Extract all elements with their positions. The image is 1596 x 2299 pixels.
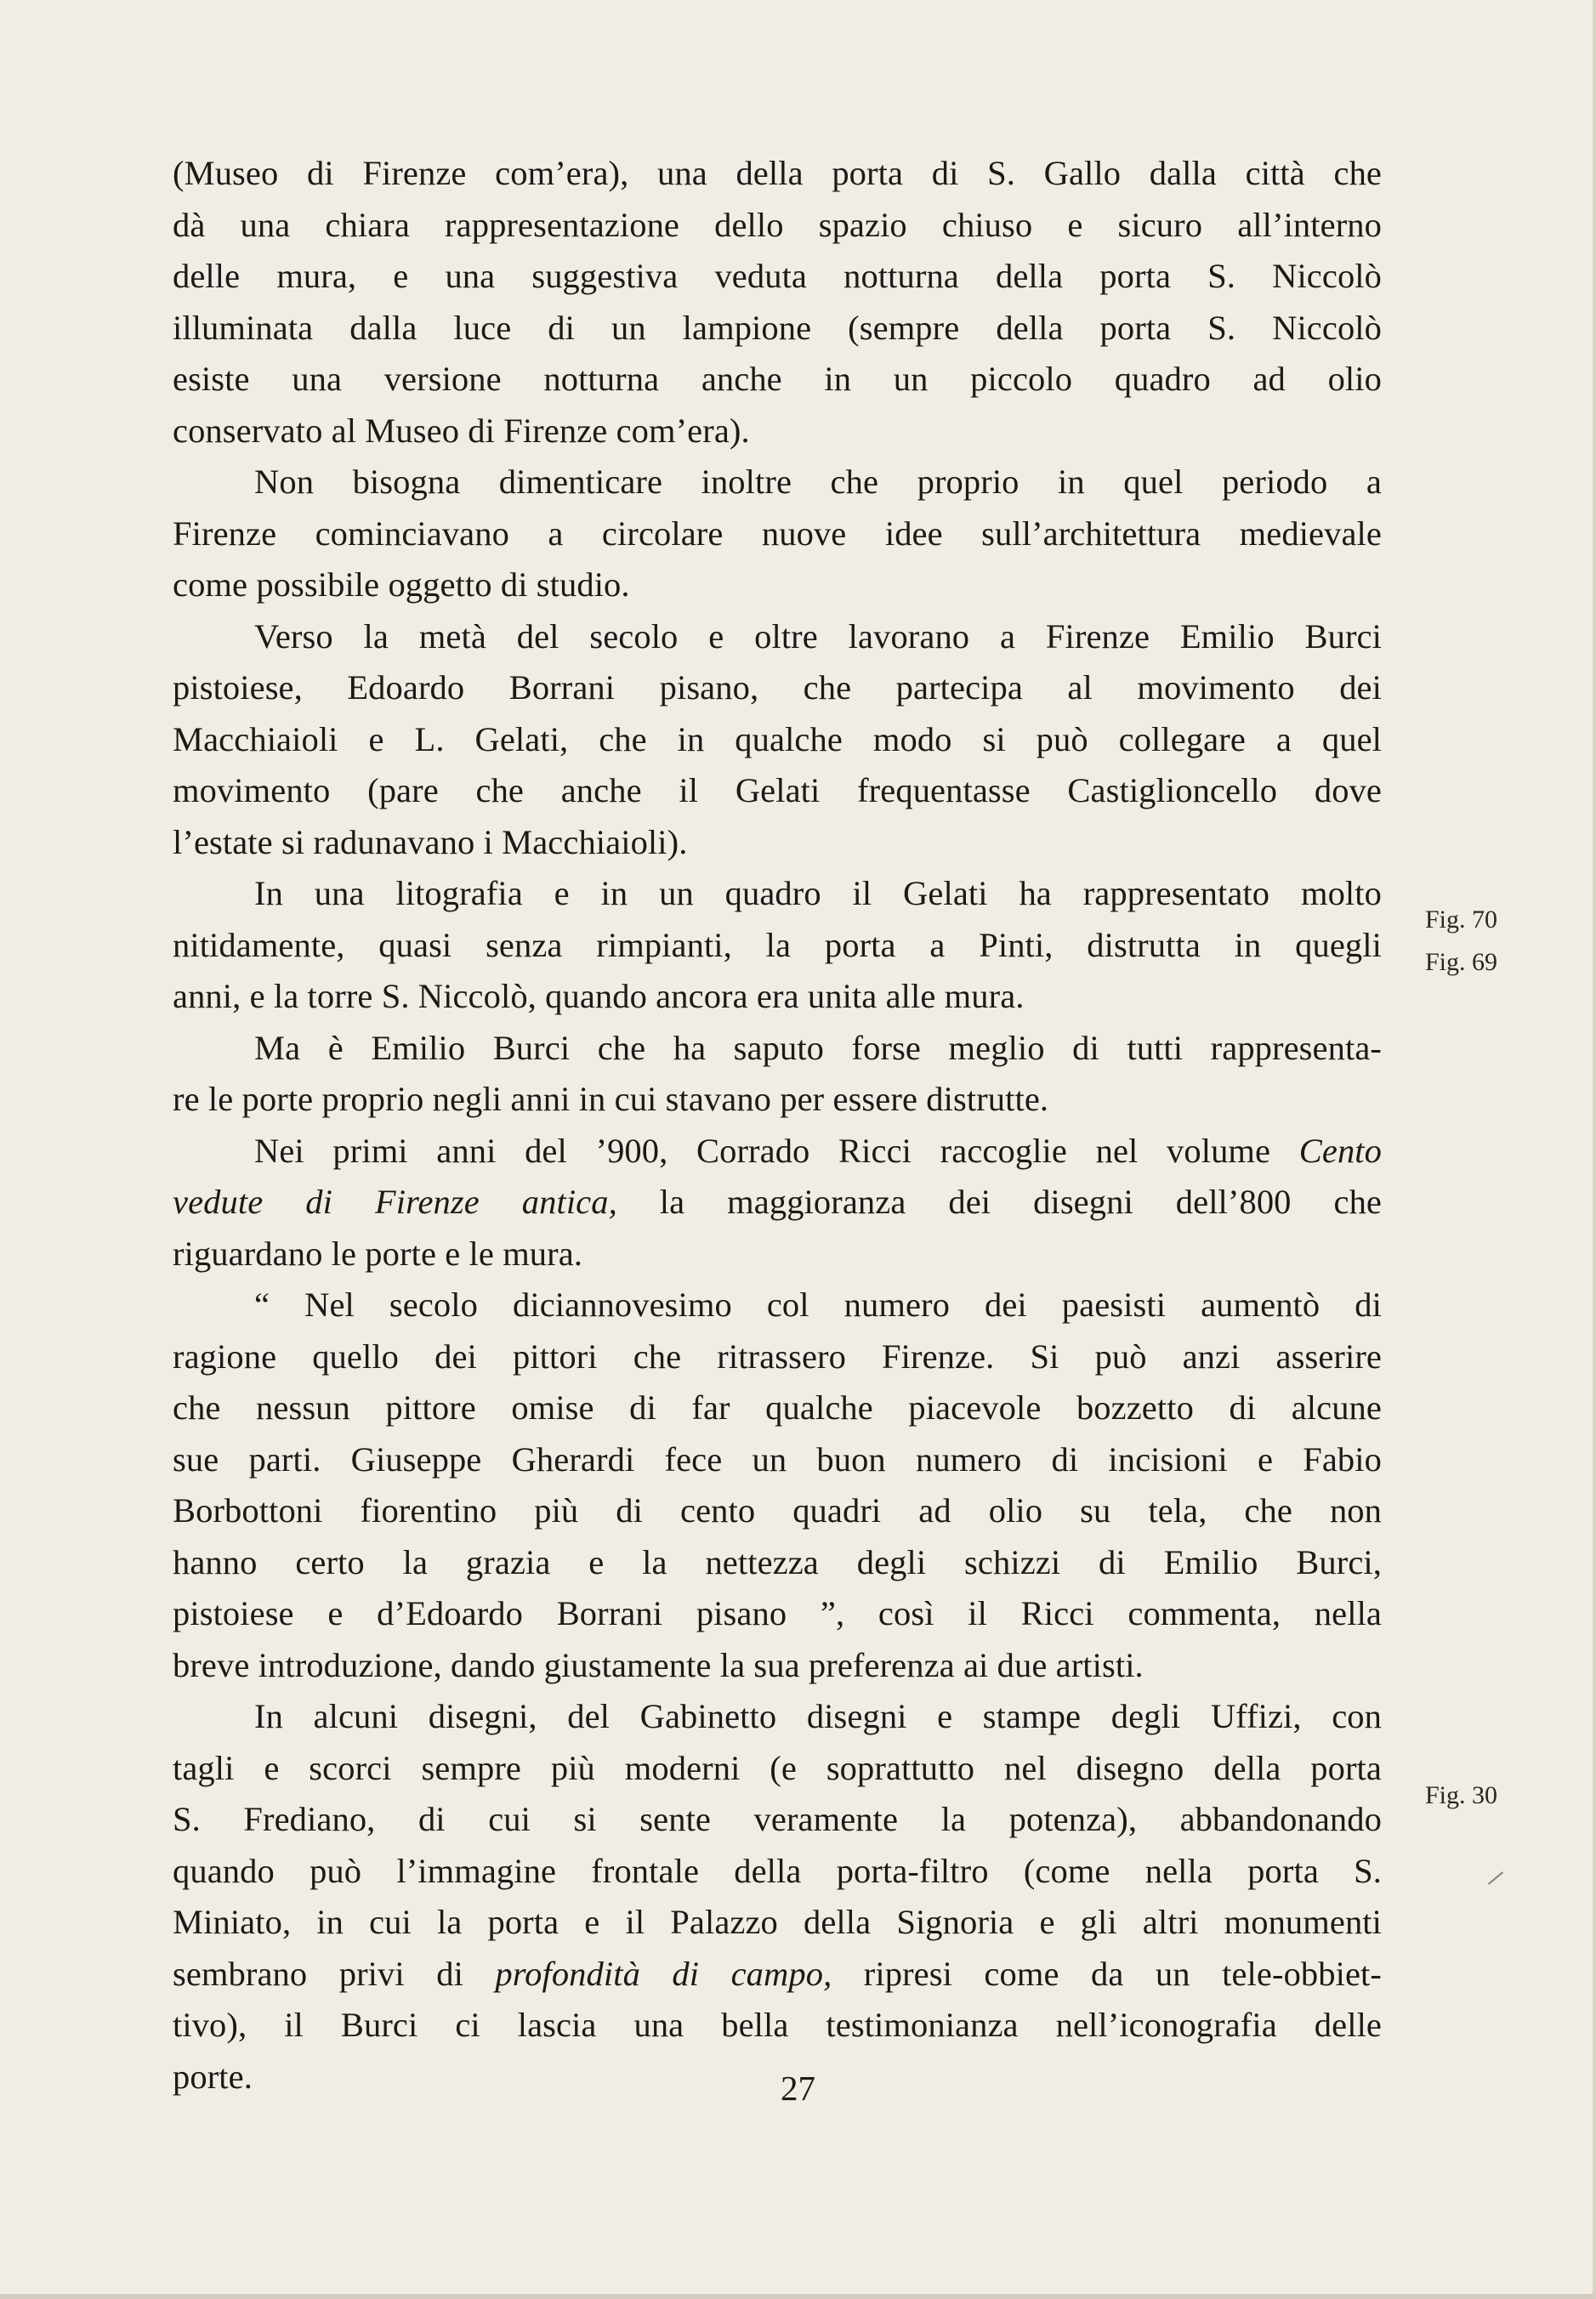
text-line: delle mura, e una suggestiva veduta notturna della porta S. Niccolò [173,257,1382,295]
text-line: tagli e scorci sempre più moderni (e soprattutto nel disegno della porta [173,1748,1382,1787]
text-line: pistoiese, Edoardo Borrani pisano, che partecipa al movimento dei [173,668,1382,707]
text-line: S. Frediano, di cui si sente veramente la potenza), abbandonando [173,1800,1382,1838]
text-line: hanno certo la grazia e la nettezza degli schizzi di Emilio Burci, [173,1542,1382,1581]
text-line: Firenze cominciavano a circolare nuove idee sull’architettura medievale [173,514,1382,553]
text-line: tivo), il Burci ci lascia una bella testimonianza nell’iconografia delle [173,2006,1382,2044]
margin-note-fig-69: Fig. 69 [1425,948,1498,976]
body-text [173,148,1382,2103]
text-line: esiste una versione notturna anche in un piccolo quadro ad olio [173,360,1382,398]
text-fragment: sembrano privi di [173,1954,496,1993]
text-line: ragione quello dei pittori che ritrassero Firenze. Si può anzi asserire [173,1337,1382,1376]
text-line: breve introduzione, dando giustamente la sua preferenza ai due artisti. [173,1645,1144,1684]
text-line: porte. [173,2057,253,2096]
text-fragment: ripresi come da un tele-obbiet- [832,1954,1382,1993]
text-line: illuminata dalla luce di un lampione (sempre della porta S. Niccolò [173,308,1382,347]
margin-note-fig-70: Fig. 70 [1425,905,1498,934]
text-line: “ Nel secolo diciannovesimo col numero dei paesisti aumentò di [254,1286,1382,1324]
text-line: che nessun pittore omise di far qualche piacevole bozzetto di alcune [173,1388,1382,1427]
text-line: nitidamente, quasi senza rimpianti, la porta a Pinti, distrutta in quegli [173,925,1382,964]
page-number: 27 [781,2069,815,2108]
book-title-fragment: vedute di Firenze antica, [173,1183,617,1221]
text-line: dà una chiara rappresentazione dello spazio chiuso e sicuro all’interno [173,205,1382,244]
text-line [173,1177,1382,1229]
text-line: Miniato, in cui la porta e il Palazzo della Signoria e gli altri monumenti [173,1903,1382,1941]
text-line: (Museo di Firenze com’era), una della porta di S. Gallo dalla città che [173,154,1382,192]
margin-note-fig-30: Fig. 30 [1425,1781,1498,1809]
pencil-mark [1488,1871,1503,1885]
text-fragment: la maggioranza dei disegni dell’800 che [616,1183,1382,1221]
text-line: come possibile oggetto di studio. [173,565,630,604]
book-title-fragment: Cento [1298,1131,1382,1170]
text-line: conservato al Museo di Firenze com’era). [173,411,750,450]
text-line: anni, e la torre S. Niccolò, quando ancora era unita alle mura. [173,977,1025,1015]
text-line: quando può l’immagine frontale della porta-filtro (come nella porta S. [173,1851,1382,1890]
text-line: movimento (pare che anche il Gelati frequentasse Castiglioncello dove [173,771,1382,809]
text-line: pistoiese e d’Edoardo Borrani pisano ”, così il Ricci commenta, nella [173,1594,1382,1632]
text-line: riguardano le porte e le mura. [173,1234,583,1273]
italic-fragment: profondità di campo, [495,1954,832,1993]
text-line: Macchiaioli e L. Gelati, che in qualche modo si può collegare a quel [173,719,1382,758]
text-line: In una litografia e in un quadro il Gelati ha rappresentato molto [254,874,1382,912]
text-line: Ma è Emilio Burci che ha saputo forse meglio di tutti rappresenta- [254,1028,1382,1067]
text-fragment: Nei primi anni del ’900, Corrado Ricci raccoglie nel volume [254,1131,1299,1170]
text-line [173,1949,1382,2001]
text-line: sue parti. Giuseppe Gherardi fece un buon numero di incisioni e Fabio [173,1439,1382,1479]
text-line: Non bisogna dimenticare inoltre che proprio in quel periodo a [254,463,1382,501]
text-line: re le porte proprio negli anni in cui stavano per essere distrutte. [173,1080,1049,1118]
text-line [173,1126,1382,1178]
text-line: Verso la metà del secolo e oltre lavorano a Firenze Emilio Burci [254,616,1382,656]
text-line: In alcuni disegni, del Gabinetto disegni e stampe degli Uffizi, con [254,1697,1382,1735]
text-line: Borbottoni fiorentino più di cento quadri ad olio su tela, che non [173,1491,1382,1530]
text-line: l’estate si radunavano i Macchiaioli). [173,822,688,861]
